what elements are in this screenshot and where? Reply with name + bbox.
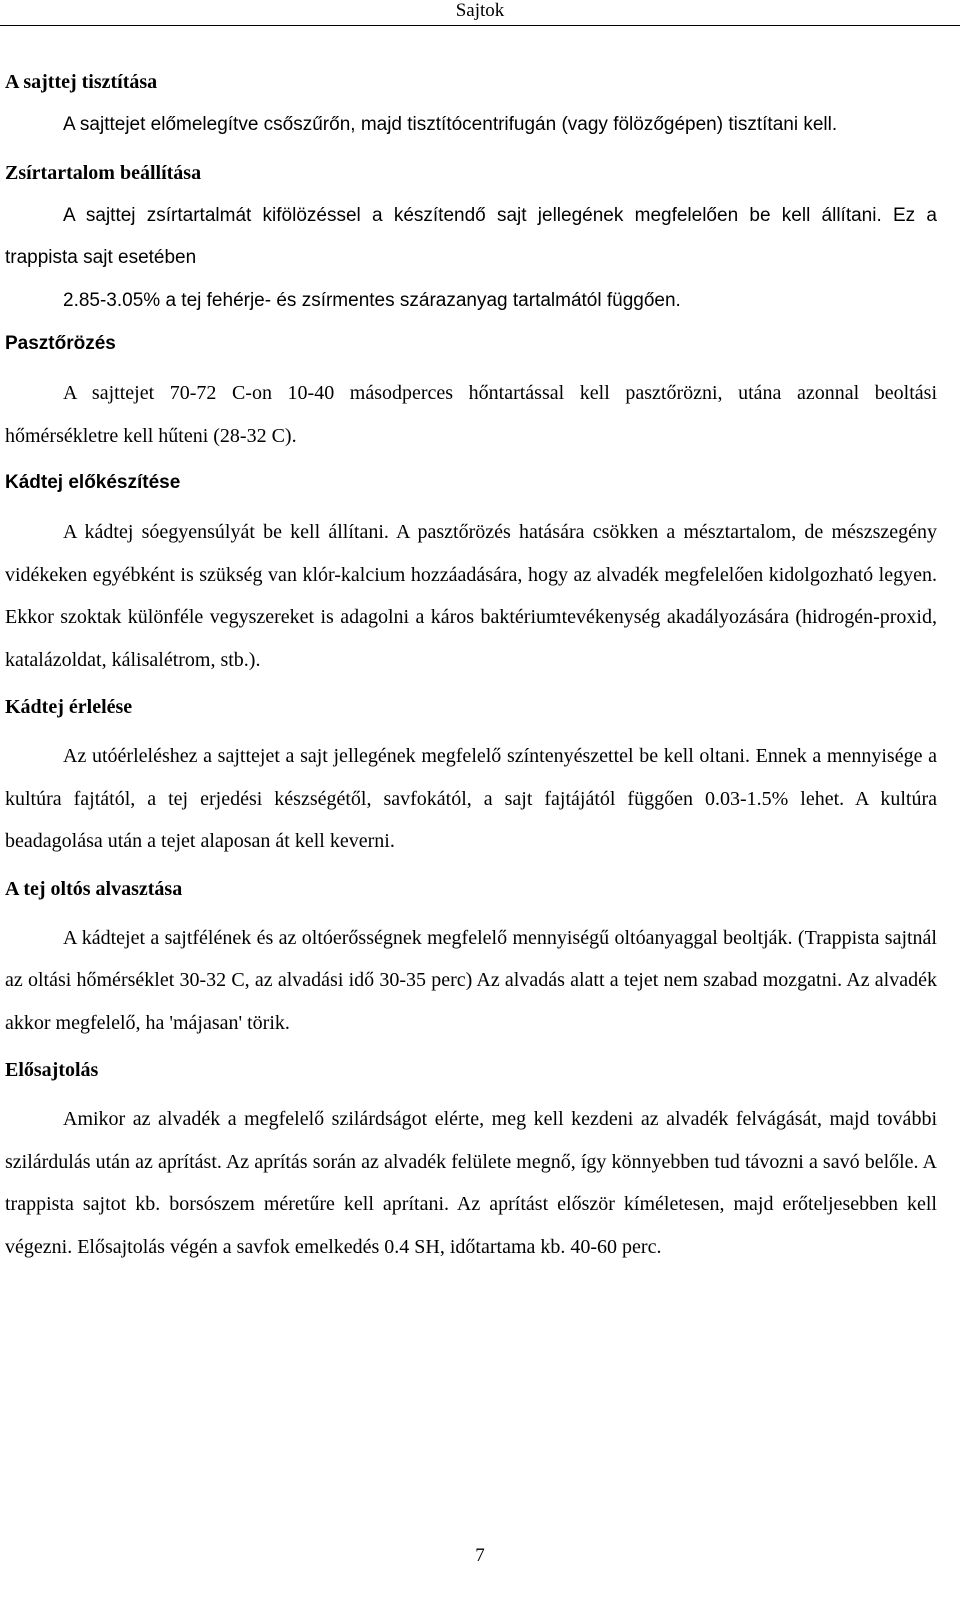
paragraph: Az utóérleléshez a sajttejet a sajt jellegének megfelelő színtenyészettel be kell oltani. Ennek a mennyisége a kultúra fajtától, a tej erjedési készségétől, savfokától, a sajt fajtájától függően 0.03-1.5% lehet. A kultúra beadagolása után a tejet alaposan át kell keverni. [5,745,937,852]
section-heading: Kádtej előkészítése [5,472,181,493]
section-heading: Pasztőrözés [5,333,116,354]
page-number: 7 [475,1545,485,1566]
document-body [5,58,937,1268]
paragraph: A kádtejet a sajtfélének és az oltóerősségnek megfelelő mennyiségű oltóanyaggal beoltják. (Trappista sajtnál az oltási hőmérséklet 30-32 C, az alvadási idő 30-35 perc) Az alvadás alatt a tejet nem szabad mozgatni. Az alvadék akkor megfelelő, ha 'májasan' törik. [5,926,937,1034]
section-heading: Elősajtolás [5,1059,99,1081]
paragraph: A sajttej zsírtartalmát kifölözéssel a készítendő sajt jellegének megfelelően be kell állítani. Ez a trappista sajt esetében [5,204,937,268]
section-heading: A sajttej tisztítása [5,71,158,93]
paragraph: A sajttejet előmelegítve csőszűrőn, majd tisztítócentrifugán (vagy fölözőgépen) tisztítani kell. [63,114,838,135]
paragraph: A kádtej sóegyensúlyát be kell állítani. A pasztőrözés hatására csökken a mésztartalom, de mészszegény vidékeken egyébként is szükség van klór-kalcium hozzáadására, hogy az alvadék megfelelően kidolgozható legyen. Ekkor szoktak különféle vegyszereket is adagolni a káros baktériumtevékenység akadályozására (hidrogén-proxid, katalázoldat, kálisalétrom, stb.). [5,521,937,671]
section-heading: Zsírtartalom beállítása [5,161,202,184]
paragraph: Amikor az alvadék a megfelelő szilárdságot elérte, meg kell kezdeni az alvadék felvágását, majd további szilárdulás után az aprítást. Az aprítás során az alvadék felülete megnő, így könnyebben tud távozni a savó belőle. A trappista sajtot kb. borsószem méretűre kell aprítani. Az aprítást először kíméletesen, majd erőteljesebben kell végezni. Elősajtolás végén a savfok emelkedés 0.4 SH, időtartama kb. 40-60 perc. [5,1108,937,1258]
section-heading: A tej oltós alvasztása [5,877,183,900]
paragraph: 2.85-3.05% a tej fehérje- és zsírmentes szárazanyag tartalmától függően. [63,289,681,311]
paragraph: A sajttejet 70-72 C-on 10-40 másodperces hőntartással kell pasztőrözni, utána azonnal beoltási hőmérsékletre kell hűteni (28-32 C). [5,382,937,447]
running-header [0,0,960,26]
section-heading: Kádtej érlelése [5,696,133,718]
header-title: Sajtok [455,0,505,21]
